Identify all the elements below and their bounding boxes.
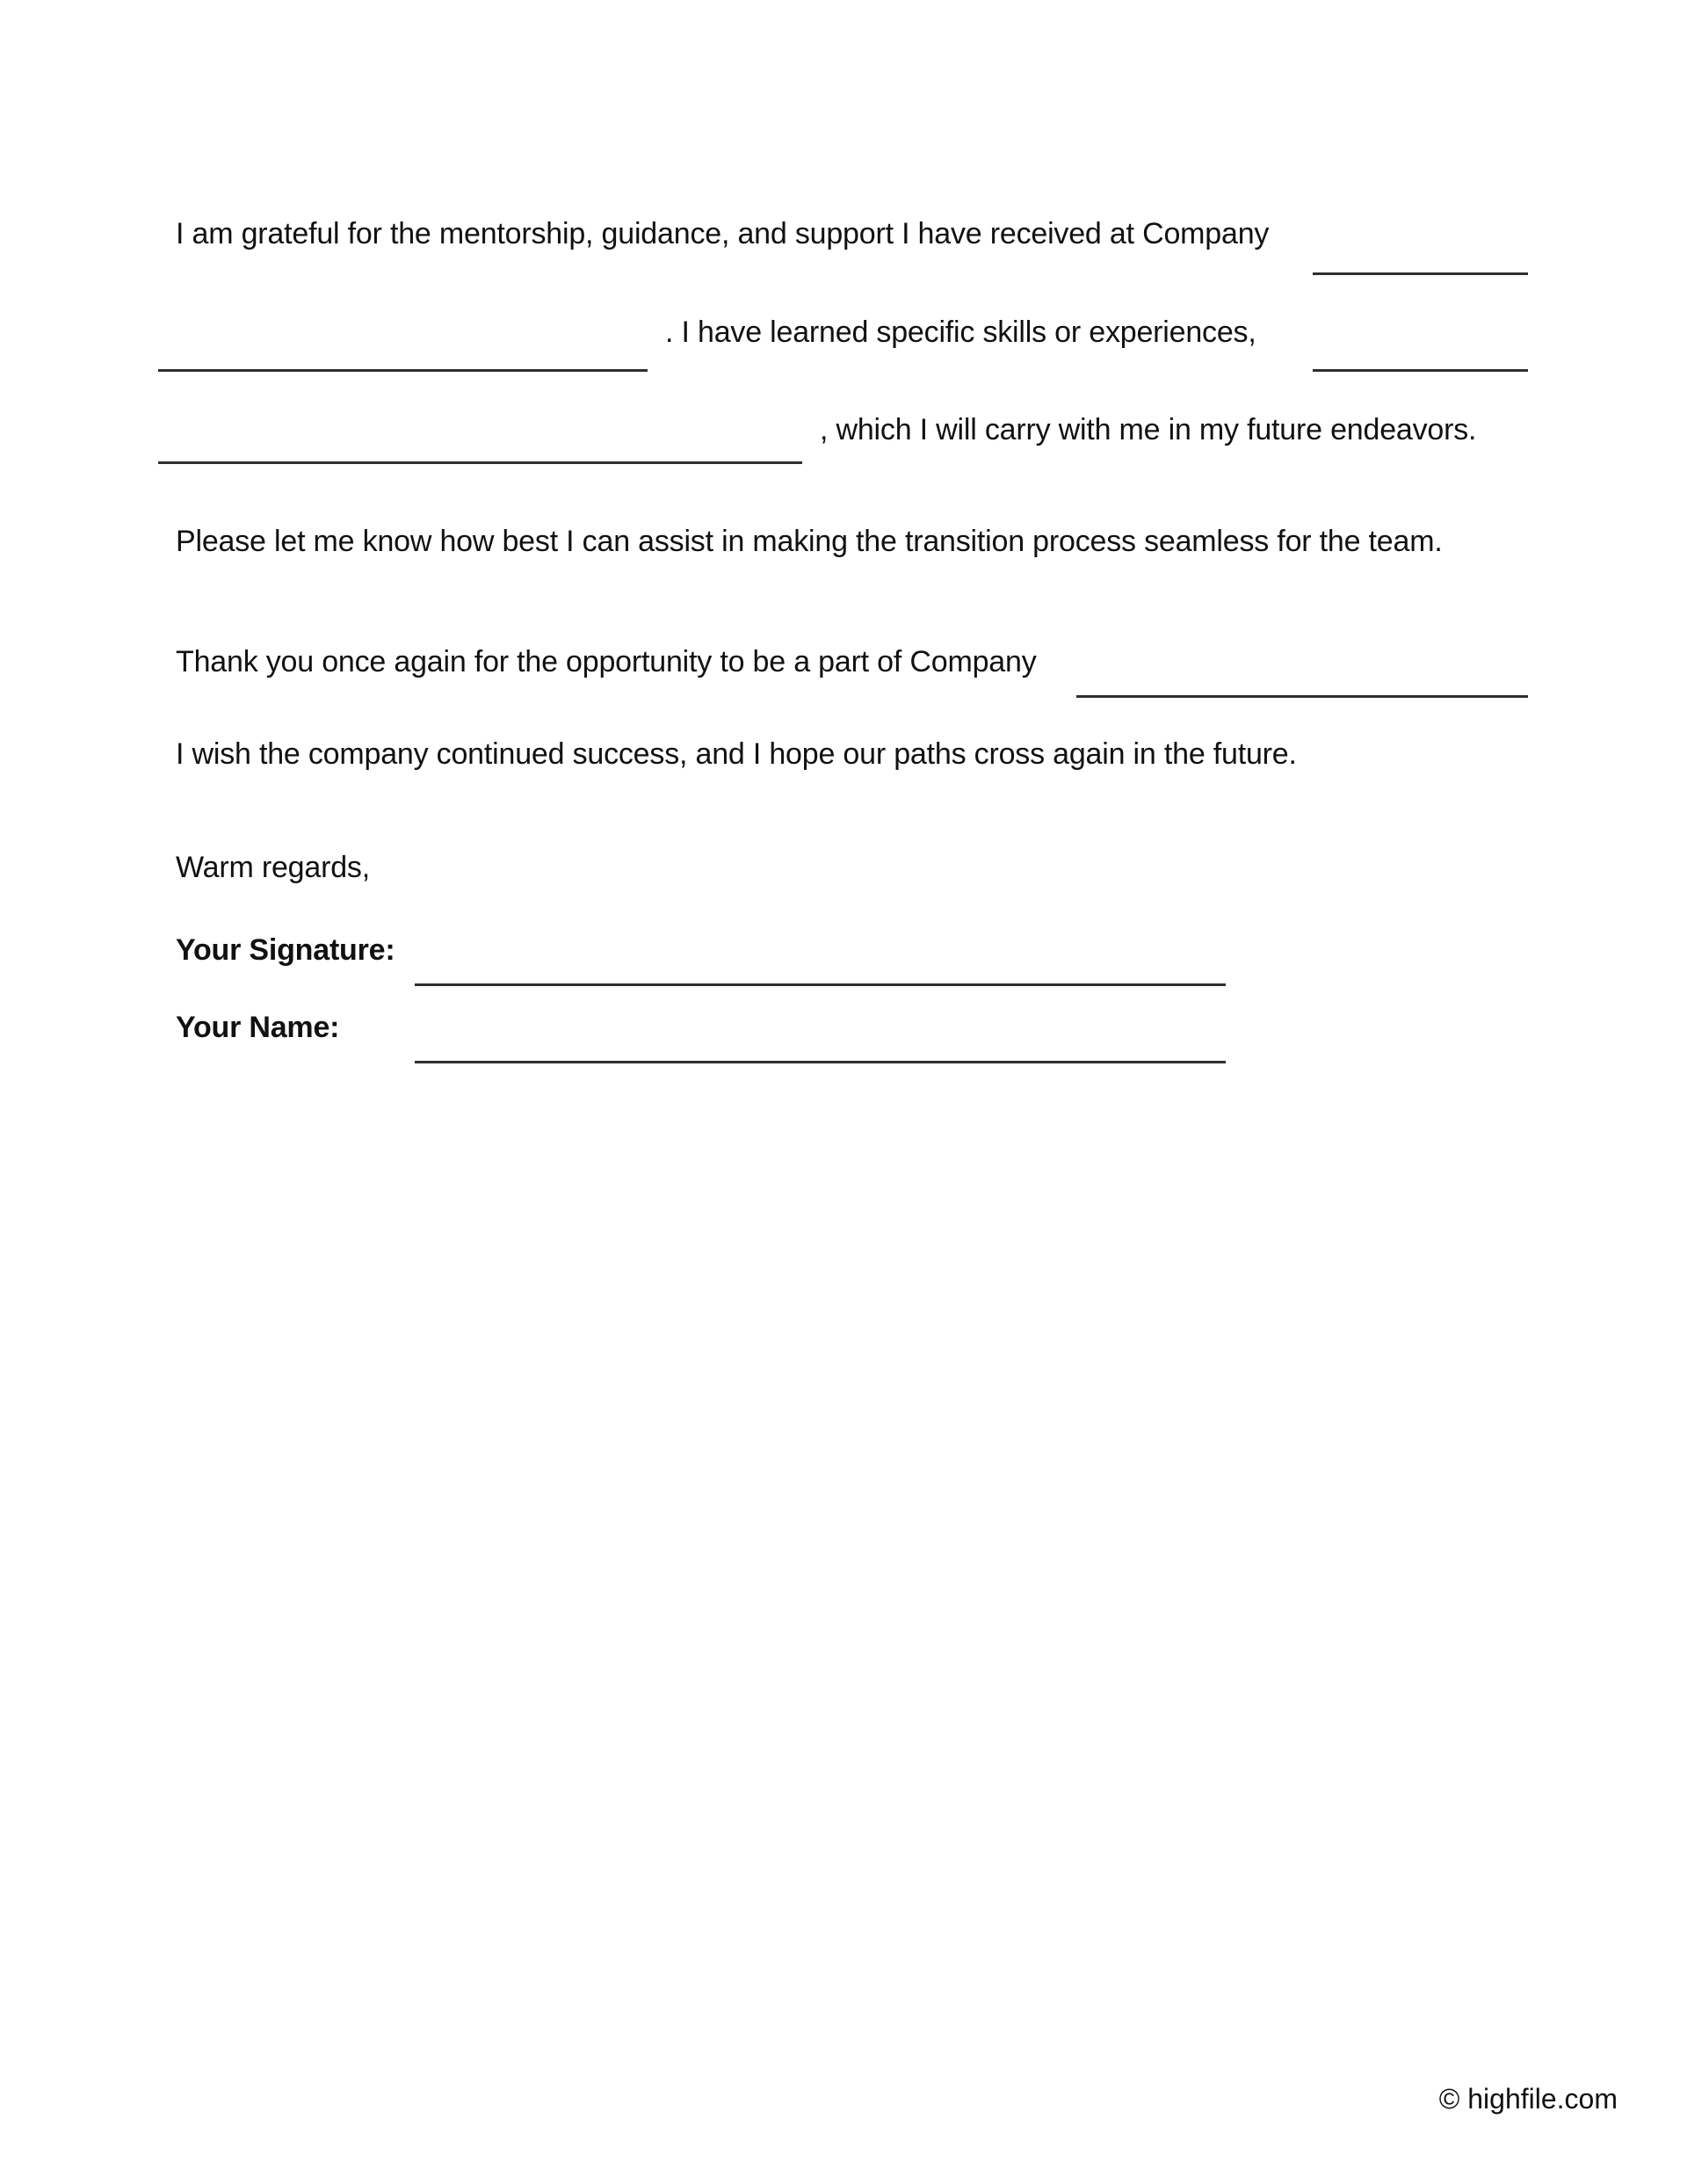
body-line-1: I am grateful for the mentorship, guidance, and support I have received at Company (176, 217, 1270, 250)
body-line-2: . I have learned specific skills or experiences, (665, 316, 1256, 349)
body-line-5: Thank you once again for the opportunity to be a part of Company (176, 645, 1037, 678)
blank-line-skills-1[interactable] (158, 369, 648, 372)
name-label: Your Name: (176, 1011, 340, 1044)
signature-label: Your Signature: (176, 933, 395, 967)
body-line-3: , which I will carry with me in my future endeavors. (820, 413, 1477, 446)
blank-line-skills-3[interactable] (158, 461, 802, 464)
body-line-4: Please let me know how best I can assist in making the transition process seamless for the team. (176, 525, 1443, 558)
footer-copyright: © highfile.com (1438, 2083, 1618, 2115)
blank-line-company-name-1[interactable] (1313, 272, 1528, 275)
blank-line-company-name-2[interactable] (1076, 695, 1528, 698)
blank-line-signature[interactable] (415, 983, 1226, 986)
blank-line-name[interactable] (415, 1061, 1226, 1063)
blank-line-skills-2[interactable] (1313, 369, 1528, 372)
closing-salutation: Warm regards, (176, 851, 370, 884)
body-line-6: I wish the company continued success, and I hope our paths cross again in the future. (176, 737, 1297, 771)
